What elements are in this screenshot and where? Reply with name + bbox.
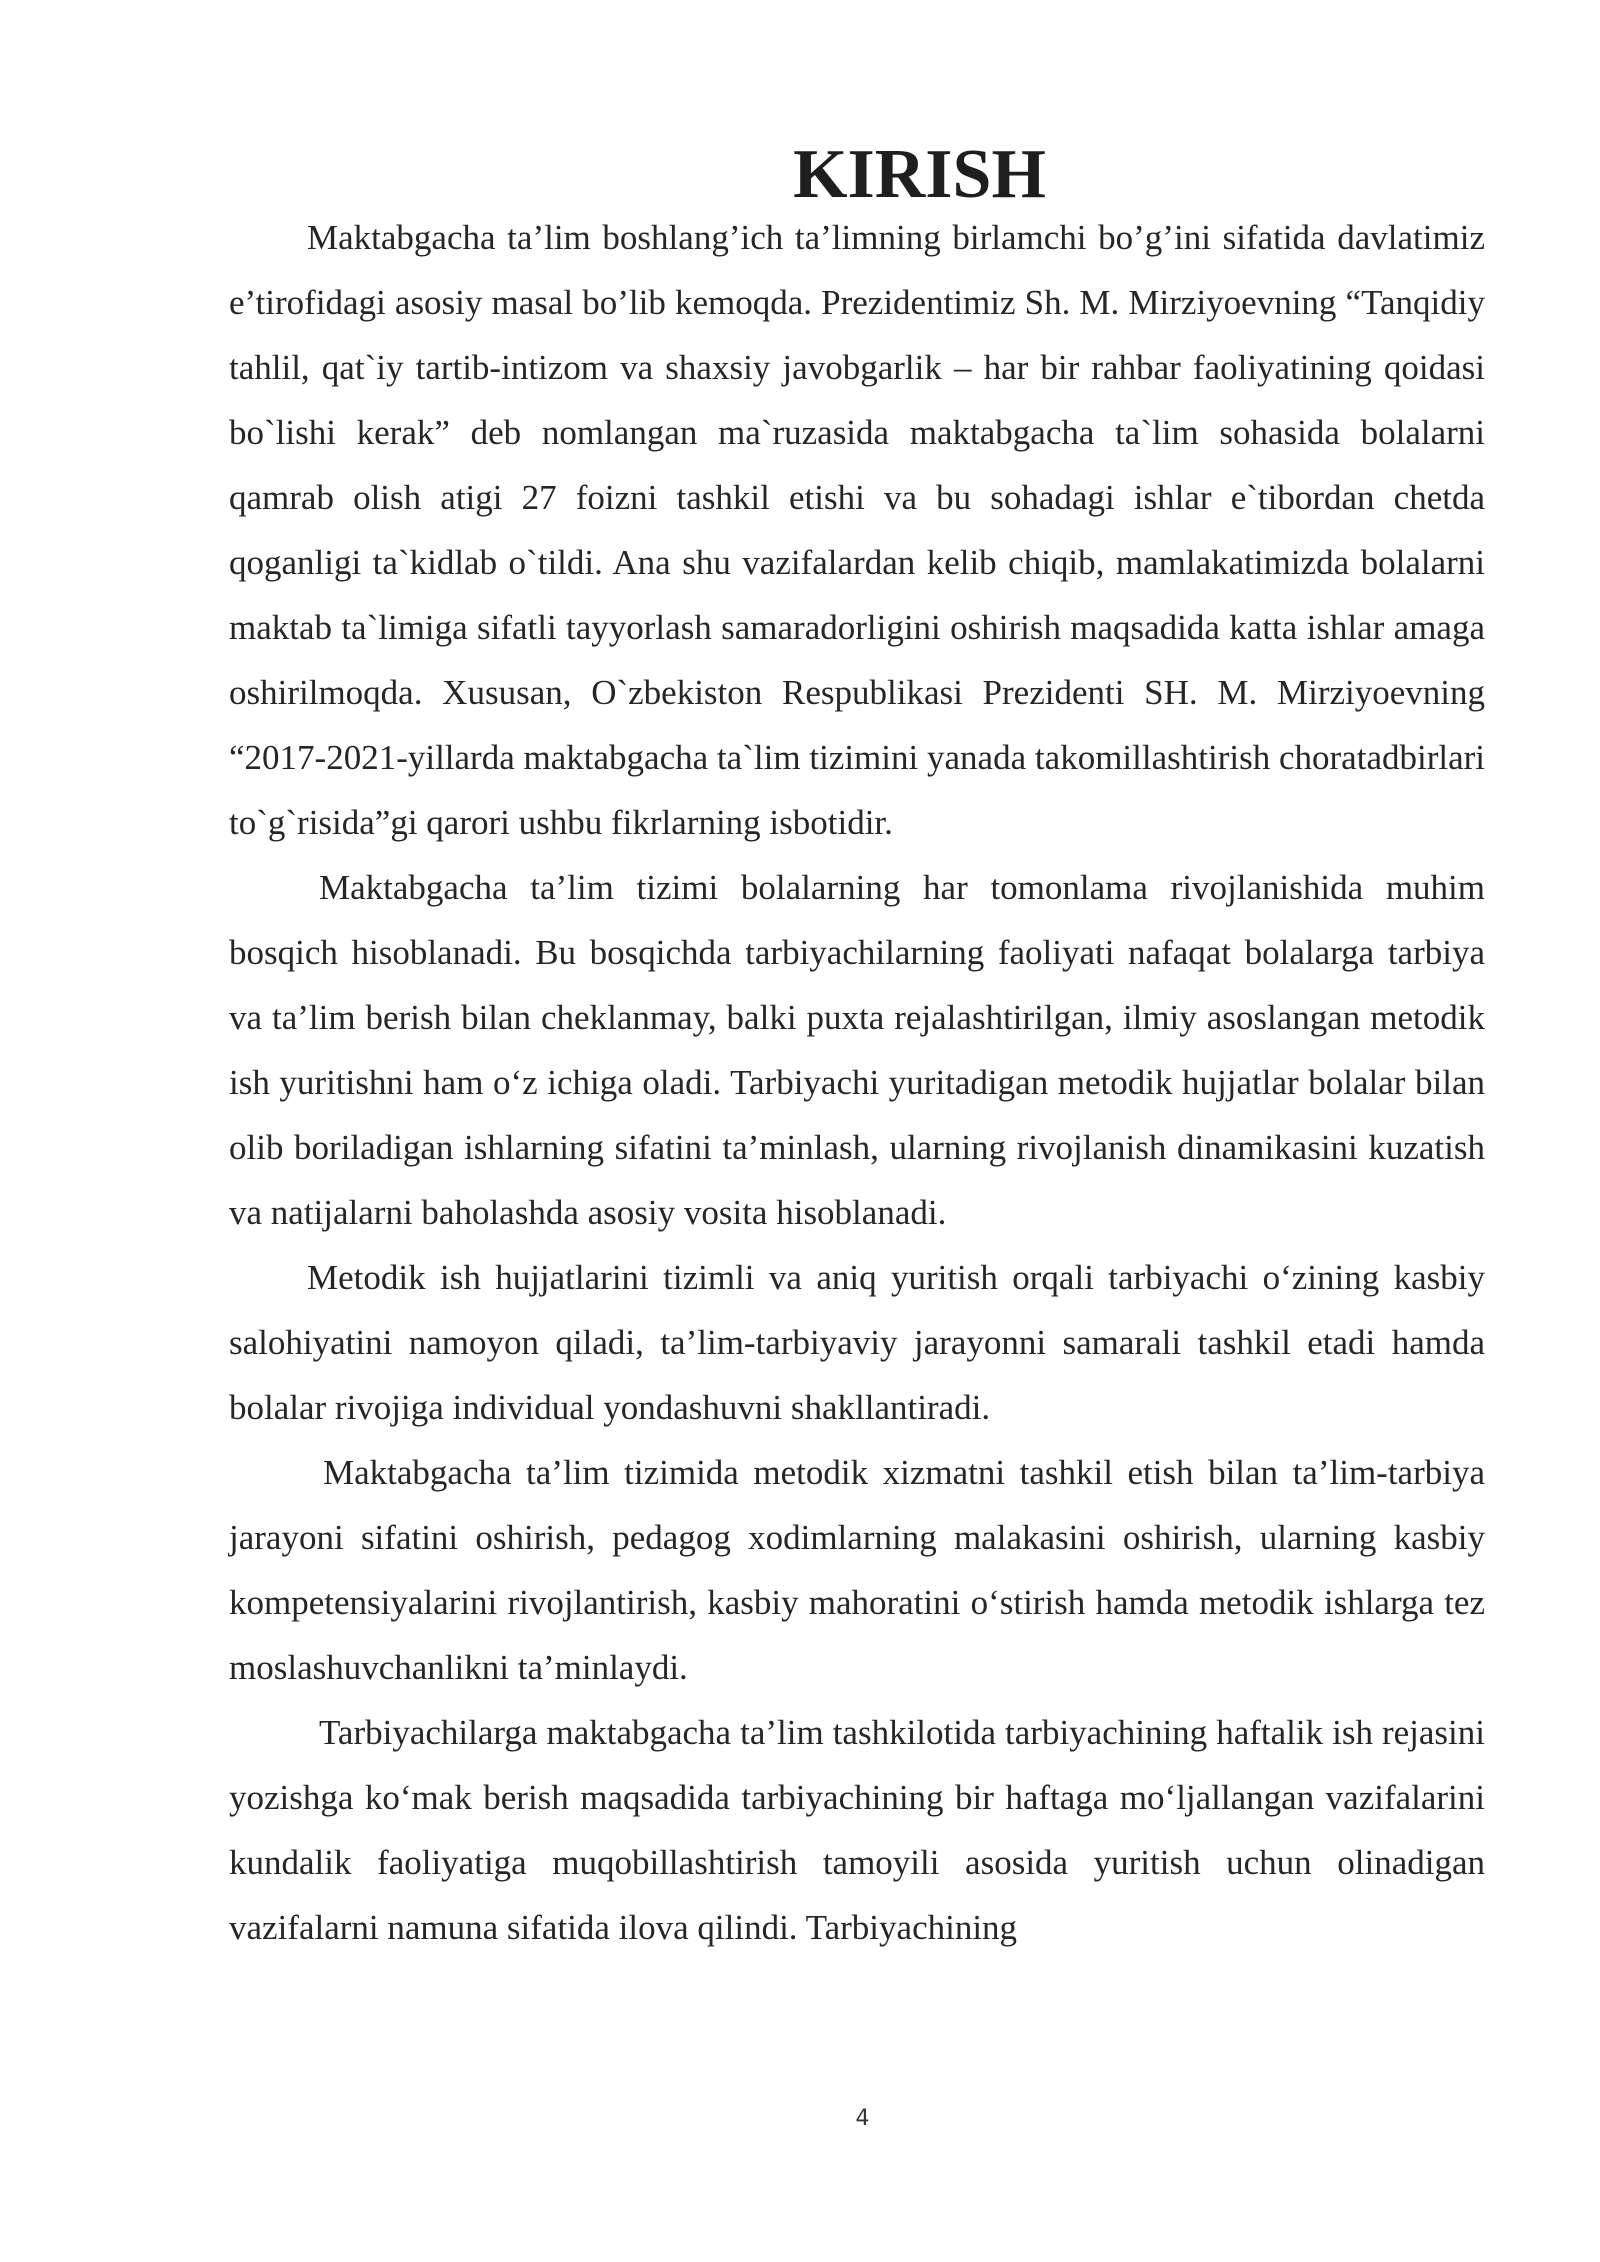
page-number: 4 [855, 2106, 870, 2131]
paragraph-5: Tarbiyachilarga maktabgacha ta’lim tashkilotida tarbiyachining haftalik ish rejasini yozishga ko‘mak berish maqsadida tarbiyachining bir haftaga mo‘ljallangan vazifalarini kundalik faoliyatiga muqobillashtirish tamoyili asosida yuritish uchun olinadigan vazifalarni namuna sifatida ilova qilindi. Tarbiyachining [229, 1713, 1485, 1947]
paragraph-3: Metodik ish hujjatlarini tizimli va aniq yuritish orqali tarbiyachi o‘zining kasbiy salohiyatini namoyon qiladi, ta’lim-tarbiyaviy jarayonni samarali tashkil etadi hamda bolalar rivojiga individual yondashuvni shakllantiradi. [229, 1258, 1485, 1427]
page-body [229, 136, 1485, 1960]
paragraph-4: Maktabgacha ta’lim tizimida metodik xizmatni tashkil etish bilan ta’lim-tarbiya jarayoni sifatini oshirish, pedagog xodimlarning malakasini oshirish, ularning kasbiy kompetensiyalarini rivojlantirish, kasbiy mahoratini o‘stirish hamda metodik ishlarga tez moslashuvchanlikni ta’minlaydi. [229, 1453, 1485, 1687]
paragraph-2: Maktabgacha ta’lim tizimi bolalarning har tomonlama rivojlanishida muhim bosqich hisoblanadi. Bu bosqichda tarbiyachilarning faoliyati nafaqat bolalarga tarbiya va ta’lim berish bilan cheklanmay, balki puxta rejalashtirilgan, ilmiy asoslangan metodik ish yuritishni ham o‘z ichiga oladi. Tarbiyachi yuritadigan metodik hujjatlar bolalar bilan olib boriladigan ishlarning sifatini ta’minlash, ularning rivojlanish dinamikasini kuzatish va natijalarni baholashda asosiy vosita hisoblanadi. [229, 868, 1485, 1232]
page-title: KIRISH [793, 136, 1046, 213]
paragraph-1: Maktabgacha ta’lim boshlang’ich ta’limning birlamchi bo’g’ini sifatida davlatimiz e’tirofidagi asosiy masal bo’lib kemoqda. Prezidentimiz Sh. M. Mirziyoevning “Tanqidiy tahlil, qat`iy tartib-intizom va shaxsiy javobgarlik – har bir rahbar faoliyatining qoidasi bo`lishi kerak” deb nomlangan ma`ruzasida maktabgacha ta`lim sohasida bolalarni qamrab olish atigi 27 foizni tashkil etishi va bu sohadagi ishlar e`tibordan chetda qoganligi ta`kidlab o`tildi. Ana shu vazifalardan kelib chiqib, mamlakatimizda bolalarni maktab ta`limiga sifatli tayyorlash samaradorligini oshirish maqsadida katta ishlar amaga oshirilmoqda. Xususan, O`zbekiston Respublikasi Prezidenti SH. M. Mirziyoevning “2017-2021-yillarda maktabgacha ta`lim tizimini yanada takomillashtirish choratadbirlari to`g`risida”gi qarori ushbu fikrlarning isbotidir. [229, 218, 1485, 842]
